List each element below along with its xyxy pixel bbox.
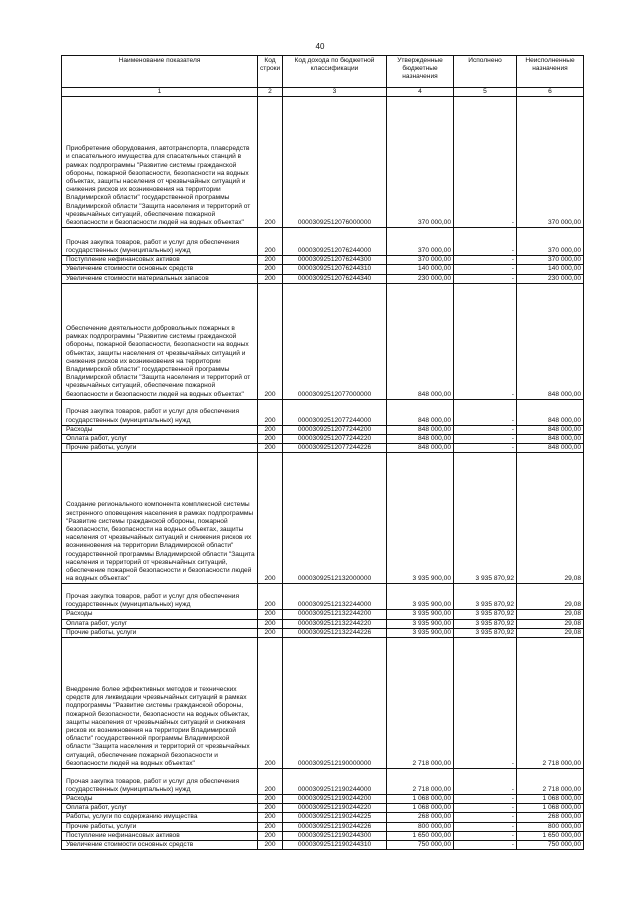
row-income-code: 00003092512132244220 [283,619,387,628]
row-line-code: 200 [258,769,283,795]
row-name: Поступление нефинансовых активов [62,831,258,840]
row-executed: - [454,274,517,283]
row-approved: 848 000,00 [387,399,454,425]
row-income-code: 00003092512132244226 [283,628,387,637]
row-approved: 230 000,00 [387,274,454,283]
row-unexecuted: 848 000,00 [517,283,584,399]
row-approved: 3 935 900,00 [387,610,454,619]
row-name: Прочие работы, услуги [62,444,258,453]
table-row [62,444,584,453]
row-name: Обеспечение деятельности добровольных пожарных в рамках подпрограммы "Развитие системы гражданской обороны, пожарной безопасности, безопасности на водных объектах, защиты населения от чрезвычайных ситуаций и снижения рисков их возникновения на территории Владимирской области" государственной программы Владимирской области "Защита населения и территорий от чрезвычайных ситуаций, обеспечение пожарной безопасности и безопасности людей на водных объектах" [62,283,258,399]
row-executed: - [454,399,517,425]
header-indicator-name: Наименование показателя [62,56,258,88]
row-name: Оплата работ, услуг [62,435,258,444]
row-line-code: 200 [258,638,283,769]
row-name: Работы, услуги по содержанию имущества [62,813,258,822]
row-unexecuted: 2 718 000,00 [517,638,584,769]
row-approved: 3 935 900,00 [387,584,454,610]
row-unexecuted: 848 000,00 [517,444,584,453]
column-number: 1 [62,88,258,97]
table-row [62,638,584,769]
row-unexecuted: 268 000,00 [517,813,584,822]
row-income-code: 00003092512077000000 [283,283,387,399]
column-number: 6 [517,88,584,97]
row-unexecuted: 2 718 000,00 [517,769,584,795]
header-executed: Исполнено [454,56,517,88]
table-row [62,804,584,813]
row-name: Оплата работ, услуг [62,804,258,813]
row-executed: - [454,804,517,813]
table-row [62,841,584,850]
row-approved: 370 000,00 [387,256,454,265]
row-name: Прочие работы, услуги [62,822,258,831]
row-name: Увеличение стоимости основных средств [62,265,258,274]
row-line-code: 200 [258,97,283,228]
row-line-code: 200 [258,813,283,822]
table-row [62,274,584,283]
row-unexecuted: 1 068 000,00 [517,795,584,804]
row-line-code: 200 [258,399,283,425]
row-income-code: 00003092512190000000 [283,638,387,769]
row-executed: - [454,435,517,444]
row-name: Прочая закупка товаров, работ и услуг для обеспечения государственных (муниципальных) нужд [62,769,258,795]
row-line-code: 200 [258,274,283,283]
table-row [62,822,584,831]
row-line-code: 200 [258,228,283,256]
row-executed: - [454,822,517,831]
row-income-code: 00003092512132244200 [283,610,387,619]
row-line-code: 200 [258,444,283,453]
row-unexecuted: 29,08 [517,453,584,584]
row-name: Расходы [62,425,258,434]
row-line-code: 200 [258,256,283,265]
row-name: Расходы [62,795,258,804]
row-unexecuted: 848 000,00 [517,435,584,444]
row-line-code: 200 [258,610,283,619]
row-executed: 3 935 870,92 [454,628,517,637]
row-approved: 848 000,00 [387,435,454,444]
row-income-code: 00003092512076244300 [283,256,387,265]
row-name: Оплата работ, услуг [62,619,258,628]
row-name: Поступление нефинансовых активов [62,256,258,265]
table-row [62,610,584,619]
row-approved: 848 000,00 [387,444,454,453]
row-line-code: 200 [258,628,283,637]
table-row [62,425,584,434]
row-approved: 3 935 900,00 [387,619,454,628]
row-line-code: 200 [258,831,283,840]
row-line-code: 200 [258,584,283,610]
table-row [62,619,584,628]
row-income-code: 00003092512190244220 [283,804,387,813]
row-unexecuted: 29,08 [517,628,584,637]
column-number: 2 [258,88,283,97]
row-unexecuted: 370 000,00 [517,228,584,256]
column-number: 5 [454,88,517,97]
row-executed: - [454,283,517,399]
row-line-code: 200 [258,453,283,584]
row-executed: 3 935 870,92 [454,610,517,619]
header-income-code: Код дохода по бюджетной классификации [283,56,387,88]
row-executed: - [454,769,517,795]
table-row [62,399,584,425]
row-unexecuted: 230 000,00 [517,274,584,283]
row-line-code: 200 [258,435,283,444]
row-unexecuted: 750 000,00 [517,841,584,850]
row-income-code: 00003092512077244000 [283,399,387,425]
header-approved: Утвержденные бюджетные назначения [387,56,454,88]
row-income-code: 00003092512077244200 [283,425,387,434]
row-name: Увеличение стоимости материальных запасов [62,274,258,283]
column-numbers-row [62,88,584,97]
table-row [62,228,584,256]
row-executed: - [454,638,517,769]
row-unexecuted: 1 650 000,00 [517,831,584,840]
row-executed: - [454,228,517,256]
row-income-code: 00003092512076000000 [283,97,387,228]
table-row [62,628,584,637]
row-income-code: 00003092512077244220 [283,435,387,444]
row-approved: 140 000,00 [387,265,454,274]
table-row [62,584,584,610]
row-approved: 848 000,00 [387,283,454,399]
row-income-code: 00003092512132244000 [283,584,387,610]
table-row [62,97,584,228]
row-name: Внедрение более эффективных методов и технических средств для ликвидации чрезвычайных ситуаций в рамках подпрограммы "Развитие системы гражданской обороны, пожарной безопасности, безопасности на водных объектах, защиты населения от чрезвычайных ситуаций и снижения рисков их возникновения на территории Владимирской области" государственной программы Владимирской области "Защита населения и территорий от чрезвычайных ситуаций, обеспечение пожарной безопасности и безопасности людей на водных объектах" [62,638,258,769]
row-unexecuted: 800 000,00 [517,822,584,831]
row-income-code: 00003092512190244310 [283,841,387,850]
row-line-code: 200 [258,795,283,804]
budget-execution-table [61,55,584,850]
row-income-code: 00003092512190244225 [283,813,387,822]
row-executed: - [454,444,517,453]
row-approved: 370 000,00 [387,97,454,228]
table-body [62,97,584,850]
table-row [62,453,584,584]
row-executed: - [454,795,517,804]
row-approved: 268 000,00 [387,813,454,822]
row-approved: 1 068 000,00 [387,804,454,813]
row-name: Расходы [62,610,258,619]
row-executed: - [454,841,517,850]
row-unexecuted: 1 068 000,00 [517,804,584,813]
table-row [62,795,584,804]
row-approved: 750 000,00 [387,841,454,850]
row-approved: 2 718 000,00 [387,769,454,795]
row-name: Прочая закупка товаров, работ и услуг для обеспечения государственных (муниципальных) нужд [62,584,258,610]
row-executed: 3 935 870,92 [454,619,517,628]
table-row [62,769,584,795]
row-approved: 1 068 000,00 [387,795,454,804]
row-approved: 3 935 900,00 [387,628,454,637]
row-executed: - [454,97,517,228]
row-approved: 2 718 000,00 [387,638,454,769]
row-income-code: 00003092512190244300 [283,831,387,840]
row-income-code: 00003092512132000000 [283,453,387,584]
row-unexecuted: 370 000,00 [517,256,584,265]
table-row [62,831,584,840]
row-line-code: 200 [258,804,283,813]
row-approved: 1 650 000,00 [387,831,454,840]
row-executed: - [454,265,517,274]
row-unexecuted: 370 000,00 [517,97,584,228]
row-name: Увеличение стоимости основных средств [62,841,258,850]
row-unexecuted: 29,08 [517,619,584,628]
row-line-code: 200 [258,425,283,434]
row-name: Прочая закупка товаров, работ и услуг для обеспечения государственных (муниципальных) нужд [62,228,258,256]
row-name: Приобретение оборудования, автотранспорта, плавсредств и спасательного имущества для спасательных станций в рамках подпрограммы "Развитие системы гражданской обороны, пожарной безопасности, безопасности на водных объектах, защиты населения от чрезвычайных ситуаций и снижения рисков их возникновения на территории Владимирской области" государственной программы Владимирской области "Защита населения и территорий от чрезвычайных ситуаций, обеспечение пожарной безопасности и безопасности людей на водных объектах" [62,97,258,228]
row-income-code: 00003092512077244226 [283,444,387,453]
column-number: 4 [387,88,454,97]
row-line-code: 200 [258,265,283,274]
row-approved: 800 000,00 [387,822,454,831]
row-unexecuted: 140 000,00 [517,265,584,274]
header-unexecuted: Неисполненные назначения [517,56,584,88]
table-row [62,265,584,274]
row-name: Прочая закупка товаров, работ и услуг для обеспечения государственных (муниципальных) нужд [62,399,258,425]
row-approved: 3 935 900,00 [387,453,454,584]
row-income-code: 00003092512190244226 [283,822,387,831]
row-income-code: 00003092512076244340 [283,274,387,283]
row-line-code: 200 [258,283,283,399]
row-executed: 3 935 870,92 [454,453,517,584]
row-executed: 3 935 870,92 [454,584,517,610]
header-line-code: Код строки [258,56,283,88]
row-unexecuted: 848 000,00 [517,399,584,425]
row-unexecuted: 29,08 [517,584,584,610]
row-executed: - [454,831,517,840]
row-approved: 370 000,00 [387,228,454,256]
table-row [62,283,584,399]
table-row [62,435,584,444]
row-unexecuted: 29,08 [517,610,584,619]
page-number: 40 [315,42,325,51]
row-name: Прочие работы, услуги [62,628,258,637]
row-name: Создание регионального компонента комплексной системы экстренного оповещения населения в рамках подпрограммы "Развитие системы гражданской обороны, пожарной безопасности, безопасности на водных объектах, защиты населения от чрезвычайных ситуаций и снижения рисков их возникновения на территории Владимирской области" государственной программы Владимирской области "Защита населения и территорий от чрезвычайных ситуаций, обеспечение пожарной безопасности и безопасности людей на водных объектах" [62,453,258,584]
row-unexecuted: 848 000,00 [517,425,584,434]
row-executed: - [454,425,517,434]
column-number: 3 [283,88,387,97]
row-income-code: 00003092512190244000 [283,769,387,795]
row-executed: - [454,256,517,265]
row-approved: 848 000,00 [387,425,454,434]
row-income-code: 00003092512076244000 [283,228,387,256]
row-income-code: 00003092512076244310 [283,265,387,274]
row-income-code: 00003092512190244200 [283,795,387,804]
row-line-code: 200 [258,619,283,628]
row-executed: - [454,813,517,822]
header-row [62,56,584,88]
row-line-code: 200 [258,822,283,831]
table-row [62,256,584,265]
row-line-code: 200 [258,841,283,850]
table-row [62,813,584,822]
